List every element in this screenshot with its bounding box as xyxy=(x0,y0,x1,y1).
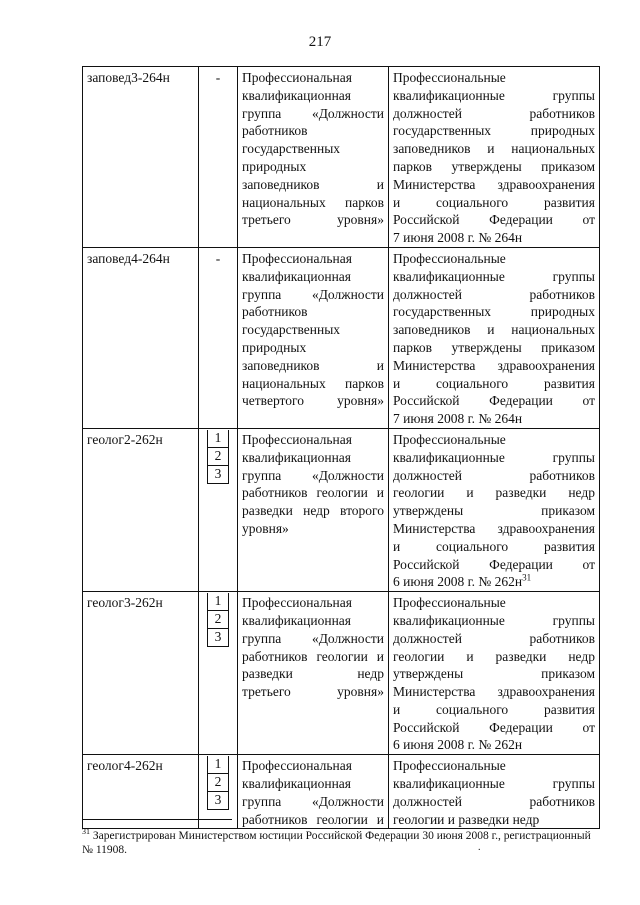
footnote-text-line2: № 11908. xyxy=(82,843,128,856)
name-line: Профессиональная xyxy=(242,595,352,611)
basis-line xyxy=(393,194,595,212)
document-table xyxy=(82,66,600,829)
basis-line xyxy=(393,775,595,793)
level-number-row xyxy=(208,756,229,774)
basis-line-text: Профессиональные xyxy=(393,431,506,447)
page-number: 217 xyxy=(308,34,332,50)
basis-line-text: геологии и разведки недр xyxy=(393,648,595,664)
basis-line-text: квалификационные группы xyxy=(393,449,595,465)
level-number: 1 xyxy=(208,756,229,774)
basis-line xyxy=(393,502,595,520)
basis-line xyxy=(393,449,595,467)
row-level-cell xyxy=(199,755,238,829)
basis-line xyxy=(393,573,595,591)
basis-line xyxy=(393,176,595,194)
name-line: работников геологии и xyxy=(242,485,384,501)
level-number: 3 xyxy=(208,465,229,483)
level-number-row xyxy=(208,593,229,611)
name-line: государственных xyxy=(242,141,341,157)
basis-line xyxy=(393,87,595,105)
qualification-group-name xyxy=(238,247,389,428)
basis-line xyxy=(393,250,595,268)
legal-basis xyxy=(389,428,600,591)
basis-line-text: Профессиональные xyxy=(393,595,506,611)
basis-line xyxy=(393,339,595,357)
row-level-cell xyxy=(199,67,238,248)
legal-basis xyxy=(389,67,600,248)
basis-line xyxy=(393,286,595,304)
basis-line-text: Российской Федерации от xyxy=(393,212,595,228)
basis-line-text: 6 июня 2008 г. № 262н xyxy=(393,574,523,590)
row-code xyxy=(83,755,199,829)
name-line: квалификационная xyxy=(242,776,351,792)
basis-line xyxy=(393,736,595,754)
footnote-mark: 31 xyxy=(82,827,90,836)
basis-line-text: и социального развития xyxy=(393,538,595,554)
basis-line xyxy=(393,69,595,87)
name-line: уровня» xyxy=(242,520,289,536)
name-line: квалификационная xyxy=(242,612,351,628)
name-line: работников xyxy=(242,304,308,320)
basis-line xyxy=(393,122,595,140)
basis-line-text: Российской Федерации от xyxy=(393,719,595,735)
basis-line xyxy=(393,410,595,428)
level-number-row xyxy=(208,465,229,483)
basis-line-text: Профессиональные xyxy=(393,758,506,774)
name-line: разведки недр xyxy=(242,666,384,682)
basis-line-text: квалификационные группы xyxy=(393,776,595,792)
basis-line xyxy=(393,158,595,176)
name-line: работников xyxy=(242,123,308,139)
basis-line-text: квалификационные группы xyxy=(393,87,595,103)
basis-line-text: должностей работников xyxy=(393,630,595,646)
table-row xyxy=(83,755,600,829)
level-number: 1 xyxy=(208,430,229,448)
row-level-cell xyxy=(199,592,238,755)
table-row xyxy=(83,592,600,755)
level-number: 3 xyxy=(208,792,229,810)
basis-line-text: Министерства здравоохранения xyxy=(393,357,595,373)
name-line: Профессиональная xyxy=(242,431,352,447)
row-code xyxy=(83,592,199,755)
basis-line-text: должностей работников xyxy=(393,793,595,809)
basis-line-text: заповедников и национальных xyxy=(393,141,595,157)
basis-line-text: 7 июня 2008 г. № 264н xyxy=(393,411,523,427)
name-line: Профессиональная xyxy=(242,70,352,85)
level-number-row xyxy=(208,792,229,810)
name-line: разведки недр второго xyxy=(242,503,384,519)
basis-line-text: государственных природных xyxy=(393,304,595,320)
row-level-cell xyxy=(199,428,238,591)
basis-line-text: государственных природных xyxy=(393,123,595,139)
level-number-list xyxy=(207,593,229,647)
basis-line-text: Министерства здравоохранения xyxy=(393,684,595,700)
level-number-row xyxy=(208,611,229,629)
name-line: природных xyxy=(242,158,307,174)
name-line: третьего уровня» xyxy=(242,212,384,228)
footnote xyxy=(82,825,602,857)
basis-line-text: должностей работников xyxy=(393,286,595,302)
basis-line xyxy=(393,357,595,375)
row-code-text: геолог2-262н xyxy=(87,431,163,447)
stray-mark: . xyxy=(478,842,481,853)
basis-line-text: Российской Федерации от xyxy=(393,393,595,409)
basis-line xyxy=(393,719,595,737)
basis-line xyxy=(393,303,595,321)
basis-line xyxy=(393,392,595,410)
basis-line xyxy=(393,321,595,339)
name-line: Профессиональная xyxy=(242,250,352,266)
basis-line-text: заповедников и национальных xyxy=(393,322,595,338)
basis-line xyxy=(393,612,595,630)
basis-line xyxy=(393,556,595,574)
name-line: группа «Должности xyxy=(242,467,384,483)
basis-line xyxy=(393,683,595,701)
level-number-list xyxy=(207,430,229,484)
name-line: национальных парков xyxy=(242,375,384,391)
table-row xyxy=(83,247,600,428)
basis-line-text: должностей работников xyxy=(393,105,595,121)
basis-line-text: квалификационные группы xyxy=(393,268,595,284)
name-line: квалификационная xyxy=(242,87,351,103)
level-number: 2 xyxy=(208,611,229,629)
legal-basis xyxy=(389,592,600,755)
basis-line xyxy=(393,484,595,502)
name-line: национальных парков xyxy=(242,194,384,210)
basis-line xyxy=(393,757,595,775)
basis-line-text: Профессиональные xyxy=(393,250,506,266)
name-line: Профессиональная xyxy=(242,758,352,774)
level-dash: - xyxy=(215,250,221,266)
footnote-text-line1: Зарегистрирован Министерством юстиции Российской Федерации 30 июня 2008 г., регистрационный xyxy=(92,829,591,842)
basis-line xyxy=(393,793,595,811)
footnote-divider xyxy=(82,819,232,820)
name-line: государственных xyxy=(242,322,341,338)
basis-line xyxy=(393,375,595,393)
level-number-row xyxy=(208,430,229,448)
row-code xyxy=(83,67,199,248)
basis-line xyxy=(393,648,595,666)
basis-line xyxy=(393,701,595,719)
basis-line xyxy=(393,140,595,158)
basis-line xyxy=(393,594,595,612)
basis-line-text: должностей работников xyxy=(393,467,595,483)
basis-line-text: и социального развития xyxy=(393,701,595,717)
basis-line-text: 7 июня 2008 г. № 264н xyxy=(393,230,523,246)
qualification-group-name xyxy=(238,592,389,755)
name-line: заповедников и xyxy=(242,357,384,373)
basis-line-text: Министерства здравоохранения xyxy=(393,176,595,192)
name-line: квалификационная xyxy=(242,268,351,284)
row-code-text: геолог3-262н xyxy=(87,595,163,611)
name-line: квалификационная xyxy=(242,449,351,465)
basis-line xyxy=(393,105,595,123)
basis-line-text: парков утверждены приказом xyxy=(393,158,595,174)
row-code-text: заповед3-264н xyxy=(87,70,170,85)
basis-line-text: 6 июня 2008 г. № 262н xyxy=(393,737,523,753)
footnote-reference: 31 xyxy=(522,572,532,583)
basis-line-text: Профессиональные xyxy=(393,70,506,85)
table-row xyxy=(83,428,600,591)
basis-line-text: парков утверждены приказом xyxy=(393,339,595,355)
basis-line-text: геологии и разведки недр xyxy=(393,811,540,827)
level-number-row xyxy=(208,629,229,647)
level-dash: - xyxy=(215,70,221,85)
basis-line-text: квалификационные группы xyxy=(393,612,595,628)
level-number: 1 xyxy=(208,593,229,611)
name-line: третьего уровня» xyxy=(242,684,384,700)
basis-line-text: утверждены приказом xyxy=(393,503,595,519)
basis-line-text: утверждены приказом xyxy=(393,666,595,682)
name-line: работников геологии и xyxy=(242,811,384,827)
basis-line xyxy=(393,665,595,683)
basis-line xyxy=(393,431,595,449)
row-code xyxy=(83,428,199,591)
row-code-text: геолог4-262н xyxy=(87,758,163,774)
name-line: группа «Должности xyxy=(242,793,384,809)
basis-line-text: геологии и разведки недр xyxy=(393,485,595,501)
level-number-row xyxy=(208,774,229,792)
table-row xyxy=(83,67,600,248)
row-code-text: заповед4-264н xyxy=(87,250,170,266)
level-number: 2 xyxy=(208,774,229,792)
name-line: четвертого уровня» xyxy=(242,393,384,409)
basis-line-text: и социального развития xyxy=(393,375,595,391)
row-code xyxy=(83,247,199,428)
qualification-group-name xyxy=(238,755,389,829)
basis-line xyxy=(393,538,595,556)
qualification-group-name xyxy=(238,67,389,248)
name-line: природных xyxy=(242,339,307,355)
level-number-row xyxy=(208,447,229,465)
basis-line xyxy=(393,630,595,648)
basis-line xyxy=(393,520,595,538)
qualification-group-name xyxy=(238,428,389,591)
name-line: заповедников и xyxy=(242,176,384,192)
row-level-cell xyxy=(199,247,238,428)
basis-line-text: Российской Федерации от xyxy=(393,556,595,572)
name-line: работников геологии и xyxy=(242,648,384,664)
basis-line xyxy=(393,229,595,247)
name-line: группа «Должности xyxy=(242,105,384,121)
basis-line xyxy=(393,211,595,229)
legal-basis xyxy=(389,247,600,428)
name-line: группа «Должности xyxy=(242,630,384,646)
basis-line xyxy=(393,268,595,286)
basis-line-text: Министерства здравоохранения xyxy=(393,520,595,536)
legal-basis xyxy=(389,755,600,829)
level-number-list xyxy=(207,756,229,810)
level-number: 2 xyxy=(208,447,229,465)
basis-line xyxy=(393,467,595,485)
name-line: группа «Должности xyxy=(242,286,384,302)
basis-line-text: и социального развития xyxy=(393,194,595,210)
level-number: 3 xyxy=(208,629,229,647)
